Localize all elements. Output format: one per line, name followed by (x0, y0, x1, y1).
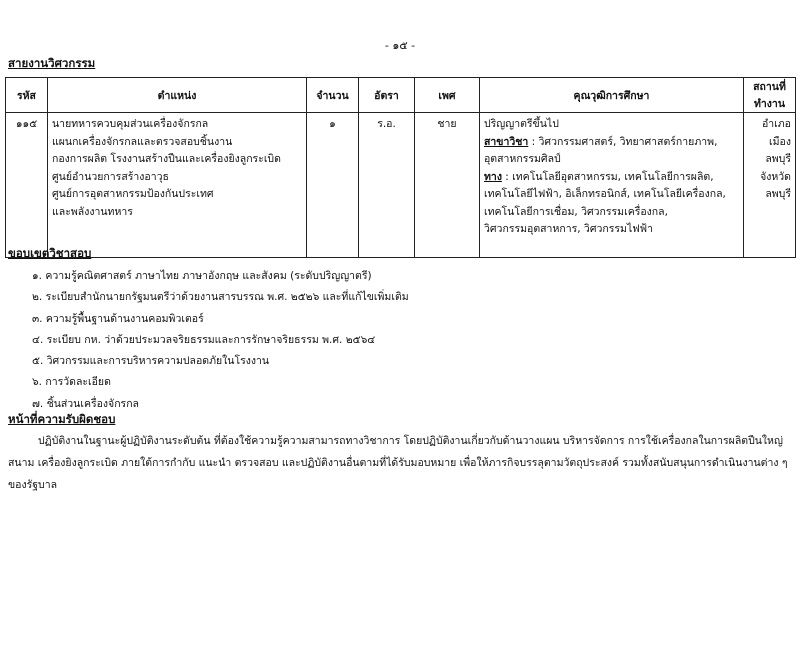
qual-degree: ปริญญาตรีขึ้นไป (484, 118, 559, 130)
qual-track-cont: วิศวกรรมอุตสาหการ, วิศวกรรมไฟฟ้า (484, 223, 653, 235)
page-number: - ๑๕ - (384, 39, 416, 52)
list-item: ๔. ระเบียบ กห. ว่าด้วยประมวลจริยธรรมและการรักษาจริยธรรม พ.ศ. ๒๕๖๔ (32, 333, 376, 346)
scope-title: ขอบเขตวิชาสอบ (8, 246, 92, 260)
section-title: สายงานวิศวกรรม (8, 56, 96, 70)
cell-code: ๑๑๕ (6, 113, 48, 258)
position-line: กองการผลิต โรงงานสร้างปืนและเครื่องยิงลูกระเบิด (52, 153, 281, 165)
header-sex: เพศ (415, 78, 480, 113)
header-position: ตำแหน่ง (48, 78, 307, 113)
qual-track-value: : เทคโนโลยีอุตสาหกรรม, เทคโนโลยีการผลิต, (501, 170, 714, 183)
cell-position (48, 113, 307, 258)
qual-major (484, 134, 739, 152)
qual-track (484, 169, 739, 187)
header-qualification: คุณวุฒิการศึกษา (480, 78, 744, 113)
position-line: นายทหารควบคุมส่วนเครื่องจักรกล (52, 118, 209, 130)
header-rate: อัตรา (359, 78, 415, 113)
scope-list (32, 266, 409, 415)
header-location: สถานที่ทำงาน (744, 78, 796, 113)
location-line: จังหวัดลพบุรี (760, 170, 791, 200)
position-line: ศูนย์อำนวยการสร้างอาวุธ (52, 170, 169, 183)
cell-count: ๑ (307, 113, 359, 258)
list-item: ๗. ชิ้นส่วนเครื่องจักรกล (32, 397, 139, 410)
header-code: รหัส (6, 78, 48, 113)
qual-major-cont: อุตสาหกรรมศิลป์ (484, 153, 561, 165)
list-item: ๖. การวัดละเอียด (32, 376, 111, 389)
cell-qualification (480, 113, 744, 258)
qual-major-value: : วิศวกรรมศาสตร์, วิทยาศาสตร์กายภาพ, (528, 135, 718, 148)
list-item: ๑. ความรู้คณิตศาสตร์ ภาษาไทย ภาษาอังกฤษ และสังคม (ระดับปริญญาตรี) (32, 270, 372, 282)
qual-track-label: ทาง (484, 170, 502, 183)
position-line: และพลังงานทหาร (52, 205, 133, 218)
position-line: ศูนย์การอุตสาหกรรมป้องกันประเทศ (52, 188, 214, 200)
position-line: แผนกเครื่องจักรกลและตรวจสอบชิ้นงาน (52, 135, 233, 148)
list-item: ๕. วิศวกรรมและการบริหารความปลอดภัยในโรงงาน (32, 355, 270, 368)
cell-location (744, 113, 796, 258)
location-line: อำเภอเมืองลพบุรี (761, 118, 791, 165)
list-item: ๓. ความรู้พื้นฐานด้านงานคอมพิวเตอร์ (32, 312, 204, 325)
table-row (6, 113, 796, 258)
position-table (5, 77, 796, 258)
list-item: ๒. ระเบียบสำนักนายกรัฐมนตรีว่าด้วยงานสารบรรณ พ.ศ. ๒๕๒๖ และที่แก้ไขเพิ่มเติม (32, 291, 409, 304)
cell-sex: ชาย (415, 113, 480, 258)
cell-rate: ร.อ. (359, 113, 415, 258)
qual-track-cont: เทคโนโลยีไฟฟ้า, อิเล็กทรอนิกส์, เทคโนโลยีเครื่องกล, (484, 188, 726, 200)
table-header-row (6, 78, 796, 113)
qual-track-cont: เทคโนโลยีการเชื่อม, วิศวกรรมเครื่องกล, (484, 205, 668, 218)
duties-title: หน้าที่ความรับผิดชอบ (8, 412, 116, 426)
duties-paragraph: ปฏิบัติงานในฐานะผู้ปฏิบัติงานระดับต้น ที่ต้องใช้ความรู้ความสามารถทางวิชาการ โดยปฏิบัติงานเกี่ยวกับด้านวางแผน บริหารจัดการ การใช้เครื่องกลในการผลิตปืนใหญ่สนาม เครื่องยิงลูกระเบิด ภายใต้การกำกับ แนะนำ ตรวจสอบ และปฏิบัติงานอื่นตามที่ได้รับมอบหมาย เพื่อให้ภารกิจบรรลุตามวัตถุประสงค์ รวมทั้งสนับสนุนการดำเนินงานต่าง ๆ ของรัฐบาล (8, 435, 788, 491)
header-count: จำนวน (307, 78, 359, 113)
qual-major-label: สาขาวิชา (484, 135, 529, 148)
